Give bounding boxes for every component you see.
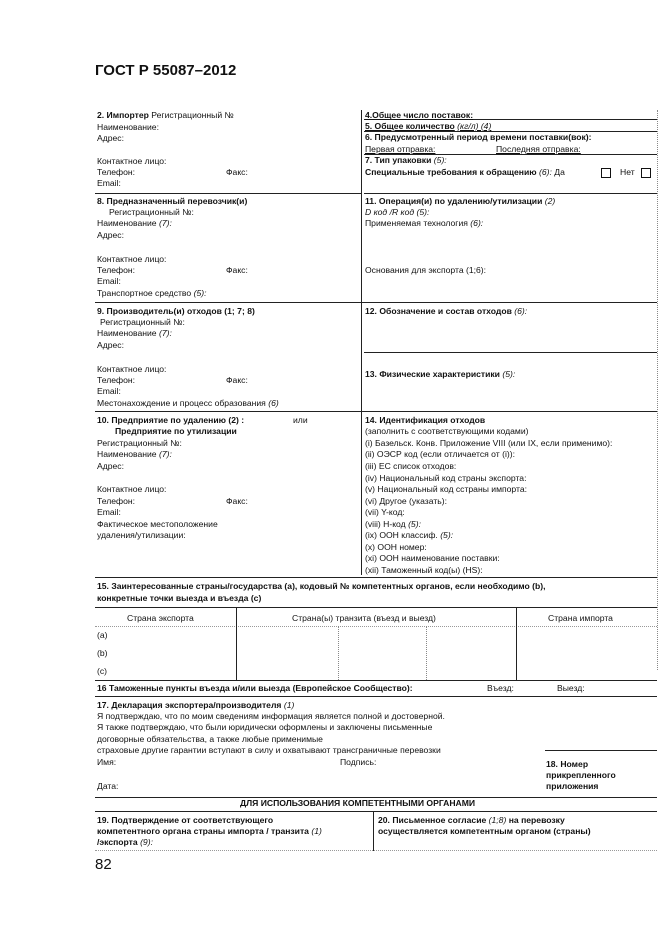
box17-declaration-line: страховые другие гарантии вступают в силу и охватывают трансграничные перевозки: [97, 745, 441, 755]
box11-title: 11. Операция(и) по удалению/утилизации: [365, 196, 543, 206]
box15-col-divider: [426, 626, 427, 680]
box11-title-note: (2): [544, 196, 556, 206]
form-divider-vertical-top: [361, 110, 362, 575]
box19-line2: [97, 826, 322, 837]
box2-phone: Телефон:: [97, 167, 136, 177]
box15-title1: 15. Заинтересованные страны/государства (a), кодовый № компетентных органов, если необходимо (b),: [97, 581, 546, 591]
box17-name: Имя:: [97, 757, 117, 767]
box15-title2: конкретные точки выезда и въезда (c): [97, 593, 262, 603]
box11-d-code: D код /R код (5):: [365, 207, 430, 217]
box2-title: 2. Импортер: [97, 110, 149, 120]
box9-fax: Факс:: [226, 375, 248, 385]
separator-box8: [95, 302, 657, 303]
box16-entry: Въезд:: [487, 683, 514, 693]
box8-name-note: (7):: [158, 218, 172, 228]
box14-item: (x) ООН номер:: [365, 542, 427, 552]
box7-label: 7. Тип упаковки: [365, 155, 432, 165]
box16-title: 16 Таможенные пункты въезда и/или выезда (Европейское Сообщество):: [97, 683, 413, 693]
box5-note: (кг/л) (4): [457, 121, 492, 131]
special-requirements-yes-checkbox[interactable]: [601, 168, 611, 178]
box10-address: Адрес:: [97, 461, 124, 471]
box17-declaration-line: Я также подтверждаю, что были юридически оформлены и заключены письменные: [97, 722, 433, 732]
box15-header-rule: [95, 626, 657, 627]
box14-subtitle: (заполнить с соответствующими кодами): [365, 426, 529, 436]
box9-location: [97, 398, 279, 409]
box11-tech-label: Применяемая технология: [365, 218, 468, 228]
box9-title: 9. Производитель(и) отходов (1; 7; 8): [97, 306, 255, 316]
box11-title-line: [365, 196, 555, 207]
box2-reg-label: Регистрационный №: [151, 110, 234, 120]
separator-box12: [364, 352, 657, 353]
box17-title-note: (1): [283, 700, 295, 710]
box13-title-line: [365, 369, 515, 380]
separator-box7: [364, 193, 657, 194]
box14-item: (iii) ЕС список отходов:: [365, 461, 457, 471]
form-right-edge: [657, 110, 658, 670]
box14-item: (vi) Другое (указать):: [365, 496, 447, 506]
box14-item: (xii) Таможенный код(ы) (HS):: [365, 565, 483, 575]
authority-heading: ДЛЯ ИСПОЛЬЗОВАНИЯ КОМПЕТЕНТНЫМИ ОРГАНАМИ: [240, 798, 476, 808]
box8-name: [97, 218, 172, 229]
box7-yes-label: Да: [554, 167, 565, 177]
separator-authority: [95, 811, 657, 812]
box8-transport: [97, 288, 206, 299]
box14-item: (i) Базельск. Конв. Приложение VIII (или IX, если применимо):: [365, 438, 613, 448]
box10-actual1: Фактическое местоположение: [97, 519, 218, 529]
page-number: 82: [95, 856, 112, 873]
box19-line3-text: /экспорта: [97, 837, 138, 847]
box7-type: [365, 155, 447, 166]
box18-line1: 18. Номер: [546, 759, 589, 769]
separator-box16: [95, 696, 657, 697]
box12-title-line: [365, 306, 527, 317]
box15-table-top: [95, 607, 657, 608]
box14-item: (v) Национальный код сстраны импорта:: [365, 484, 528, 494]
box10-email: Email:: [97, 507, 121, 517]
box10-title2: Предприятие по утилизации: [115, 426, 237, 436]
box2-title-line: [97, 110, 234, 121]
box14-h-note: (5):: [408, 519, 421, 529]
box19-line3: [97, 837, 153, 848]
box17-declaration-line: договорные обязательства, а также любые применимые: [97, 734, 323, 744]
box11-basis: Основания для экспорта (1;6):: [365, 265, 487, 275]
box18-top-rule: [545, 750, 657, 751]
box6-title: 6. Предусмотренный период времени поставки(вок):: [365, 132, 592, 142]
box19-20-divider: [373, 811, 374, 851]
box20-line2: осуществляется компетентным органом (страны): [378, 826, 591, 836]
box9-email: Email:: [97, 386, 121, 396]
box15-col-transit: Страна(ы) транзита (въезд и выезд): [292, 613, 436, 623]
box10-reg: Регистрационный №:: [97, 438, 182, 448]
box9-name-note: (7):: [158, 328, 172, 338]
box10-phone: Телефон:: [97, 496, 136, 506]
box6-last: Последняя отправка:: [496, 144, 581, 154]
box7-special: [365, 167, 565, 178]
box11-tech-note: (6):: [470, 218, 484, 228]
box9-name-label: Наименование: [97, 328, 157, 338]
box14-item: (xi) ООН наименование поставки:: [365, 553, 500, 563]
box9-contact: Контактное лицо:: [97, 364, 167, 374]
box15-row-label: (b): [97, 648, 108, 658]
box10-actual2: удаления/утилизации:: [97, 530, 186, 540]
box9-location-label: Местонахождение и процесс образования: [97, 398, 266, 408]
box10-name-note: (7):: [158, 449, 172, 459]
box8-email: Email:: [97, 276, 121, 286]
box14-item-un-class: [365, 530, 453, 541]
box11-tech: [365, 218, 483, 229]
box17-date: Дата:: [97, 781, 119, 791]
box8-address: Адрес:: [97, 230, 124, 240]
box19-20-bottom-rule: [95, 850, 657, 851]
box14-title: 14. Идентификация отходов: [365, 415, 486, 425]
box8-reg: Регистрационный №:: [109, 207, 194, 217]
box19-line2-note: (1): [311, 826, 322, 836]
box14-un-label: (ix) ООН классиф.: [365, 530, 438, 540]
document-header: ГОСТ Р 55087–2012: [95, 62, 237, 79]
box8-phone: Телефон:: [97, 265, 136, 275]
box15-row-label: (c): [97, 666, 108, 676]
box8-transport-label: Транспортное средство: [97, 288, 192, 298]
box15-col-divider: [338, 626, 339, 680]
box19-line1: 19. Подтверждение от соответствующего: [97, 815, 274, 825]
box7-note: (5):: [433, 155, 447, 165]
box13-title: 13. Физические характеристики: [365, 369, 500, 379]
box7-no-label: Нет: [620, 167, 635, 177]
box10-contact: Контактное лицо:: [97, 484, 167, 494]
box17-title-line: [97, 700, 294, 711]
box8-contact: Контактное лицо:: [97, 254, 167, 264]
box10-or: или: [293, 415, 308, 425]
box9-name: [97, 328, 172, 339]
box14-item: (iv) Национальный код страны экспорта:: [365, 473, 527, 483]
box12-title: 12. Обозначение и состав отходов: [365, 306, 512, 316]
box14-item: (ii) ОЭСР код (если отличается от (i)):: [365, 449, 515, 459]
box2-fax: Факс:: [226, 167, 248, 177]
box2-name: Наименование:: [97, 122, 159, 132]
box10-fax: Факс:: [226, 496, 248, 506]
box14-h-label: (viii) H-код: [365, 519, 406, 529]
box2-contact: Контактное лицо:: [97, 156, 167, 166]
box2-email: Email:: [97, 178, 121, 188]
box20-line1-note: (1;8): [488, 815, 507, 825]
box9-address: Адрес:: [97, 340, 124, 350]
box19-line2-text: компетентного органа страны импорта / транзита: [97, 826, 309, 836]
box13-note: (5):: [502, 369, 516, 379]
box10-name-label: Наименование: [97, 449, 157, 459]
special-requirements-no-checkbox[interactable]: [641, 168, 651, 178]
separator-box9: [95, 411, 657, 412]
box9-phone: Телефон:: [97, 375, 136, 385]
box14-item-h-code: [365, 519, 421, 530]
box14-item: (vii) Y-код:: [365, 507, 405, 517]
box8-name-label: Наименование: [97, 218, 157, 228]
box8-title: 8. Предназначенный перевозчик(и): [97, 196, 248, 206]
box20-line1-a: 20. Письменное согласие: [378, 815, 487, 825]
box2-address: Адрес:: [97, 133, 124, 143]
box17-declaration-line: Я подтверждаю, что по моим сведениям информация является полной и достоверной.: [97, 711, 445, 721]
separator-box15: [95, 680, 657, 681]
box7-special-note: (6):: [538, 167, 552, 177]
box5-total-quantity: [365, 121, 491, 132]
box19-line3-note: (9):: [140, 837, 153, 847]
box8-transport-note: (5):: [193, 288, 207, 298]
box17-signature: Подпись:: [340, 757, 377, 767]
box8-fax: Факс:: [226, 265, 248, 275]
box12-note: (6):: [514, 306, 528, 316]
box16-exit: Выезд:: [557, 683, 585, 693]
box15-col-divider: [236, 607, 237, 680]
box10-title1: 10. Предприятие по удалению (2) :: [97, 415, 245, 425]
box10-name: [97, 449, 172, 460]
box15-col-import: Страна импорта: [548, 613, 613, 623]
box6-first: Первая отправка:: [365, 144, 436, 154]
box15-col-divider: [516, 607, 517, 680]
box20-line1: [378, 815, 565, 826]
box15-col-export: Страна экспорта: [127, 613, 194, 623]
box9-location-note: (6): [268, 398, 279, 408]
box20-line1-b: на перевозку: [508, 815, 565, 825]
separator-box2: [95, 193, 361, 194]
box17-title: 17. Декларация экспортера/производителя: [97, 700, 282, 710]
box4-total-shipments: 4.Общее число поставок:: [365, 110, 474, 120]
box7-special-label: Специальные требования к обращению: [365, 167, 537, 177]
box9-reg: Регистрационный №:: [100, 317, 185, 327]
box5-label: 5. Общее количество: [365, 121, 455, 131]
separator-box10: [95, 577, 657, 578]
box18-line3: приложения: [546, 781, 599, 791]
box14-un-note: (5):: [440, 530, 454, 540]
box18-line2: прикрепленного: [546, 770, 616, 780]
box15-row-label: (a): [97, 630, 108, 640]
